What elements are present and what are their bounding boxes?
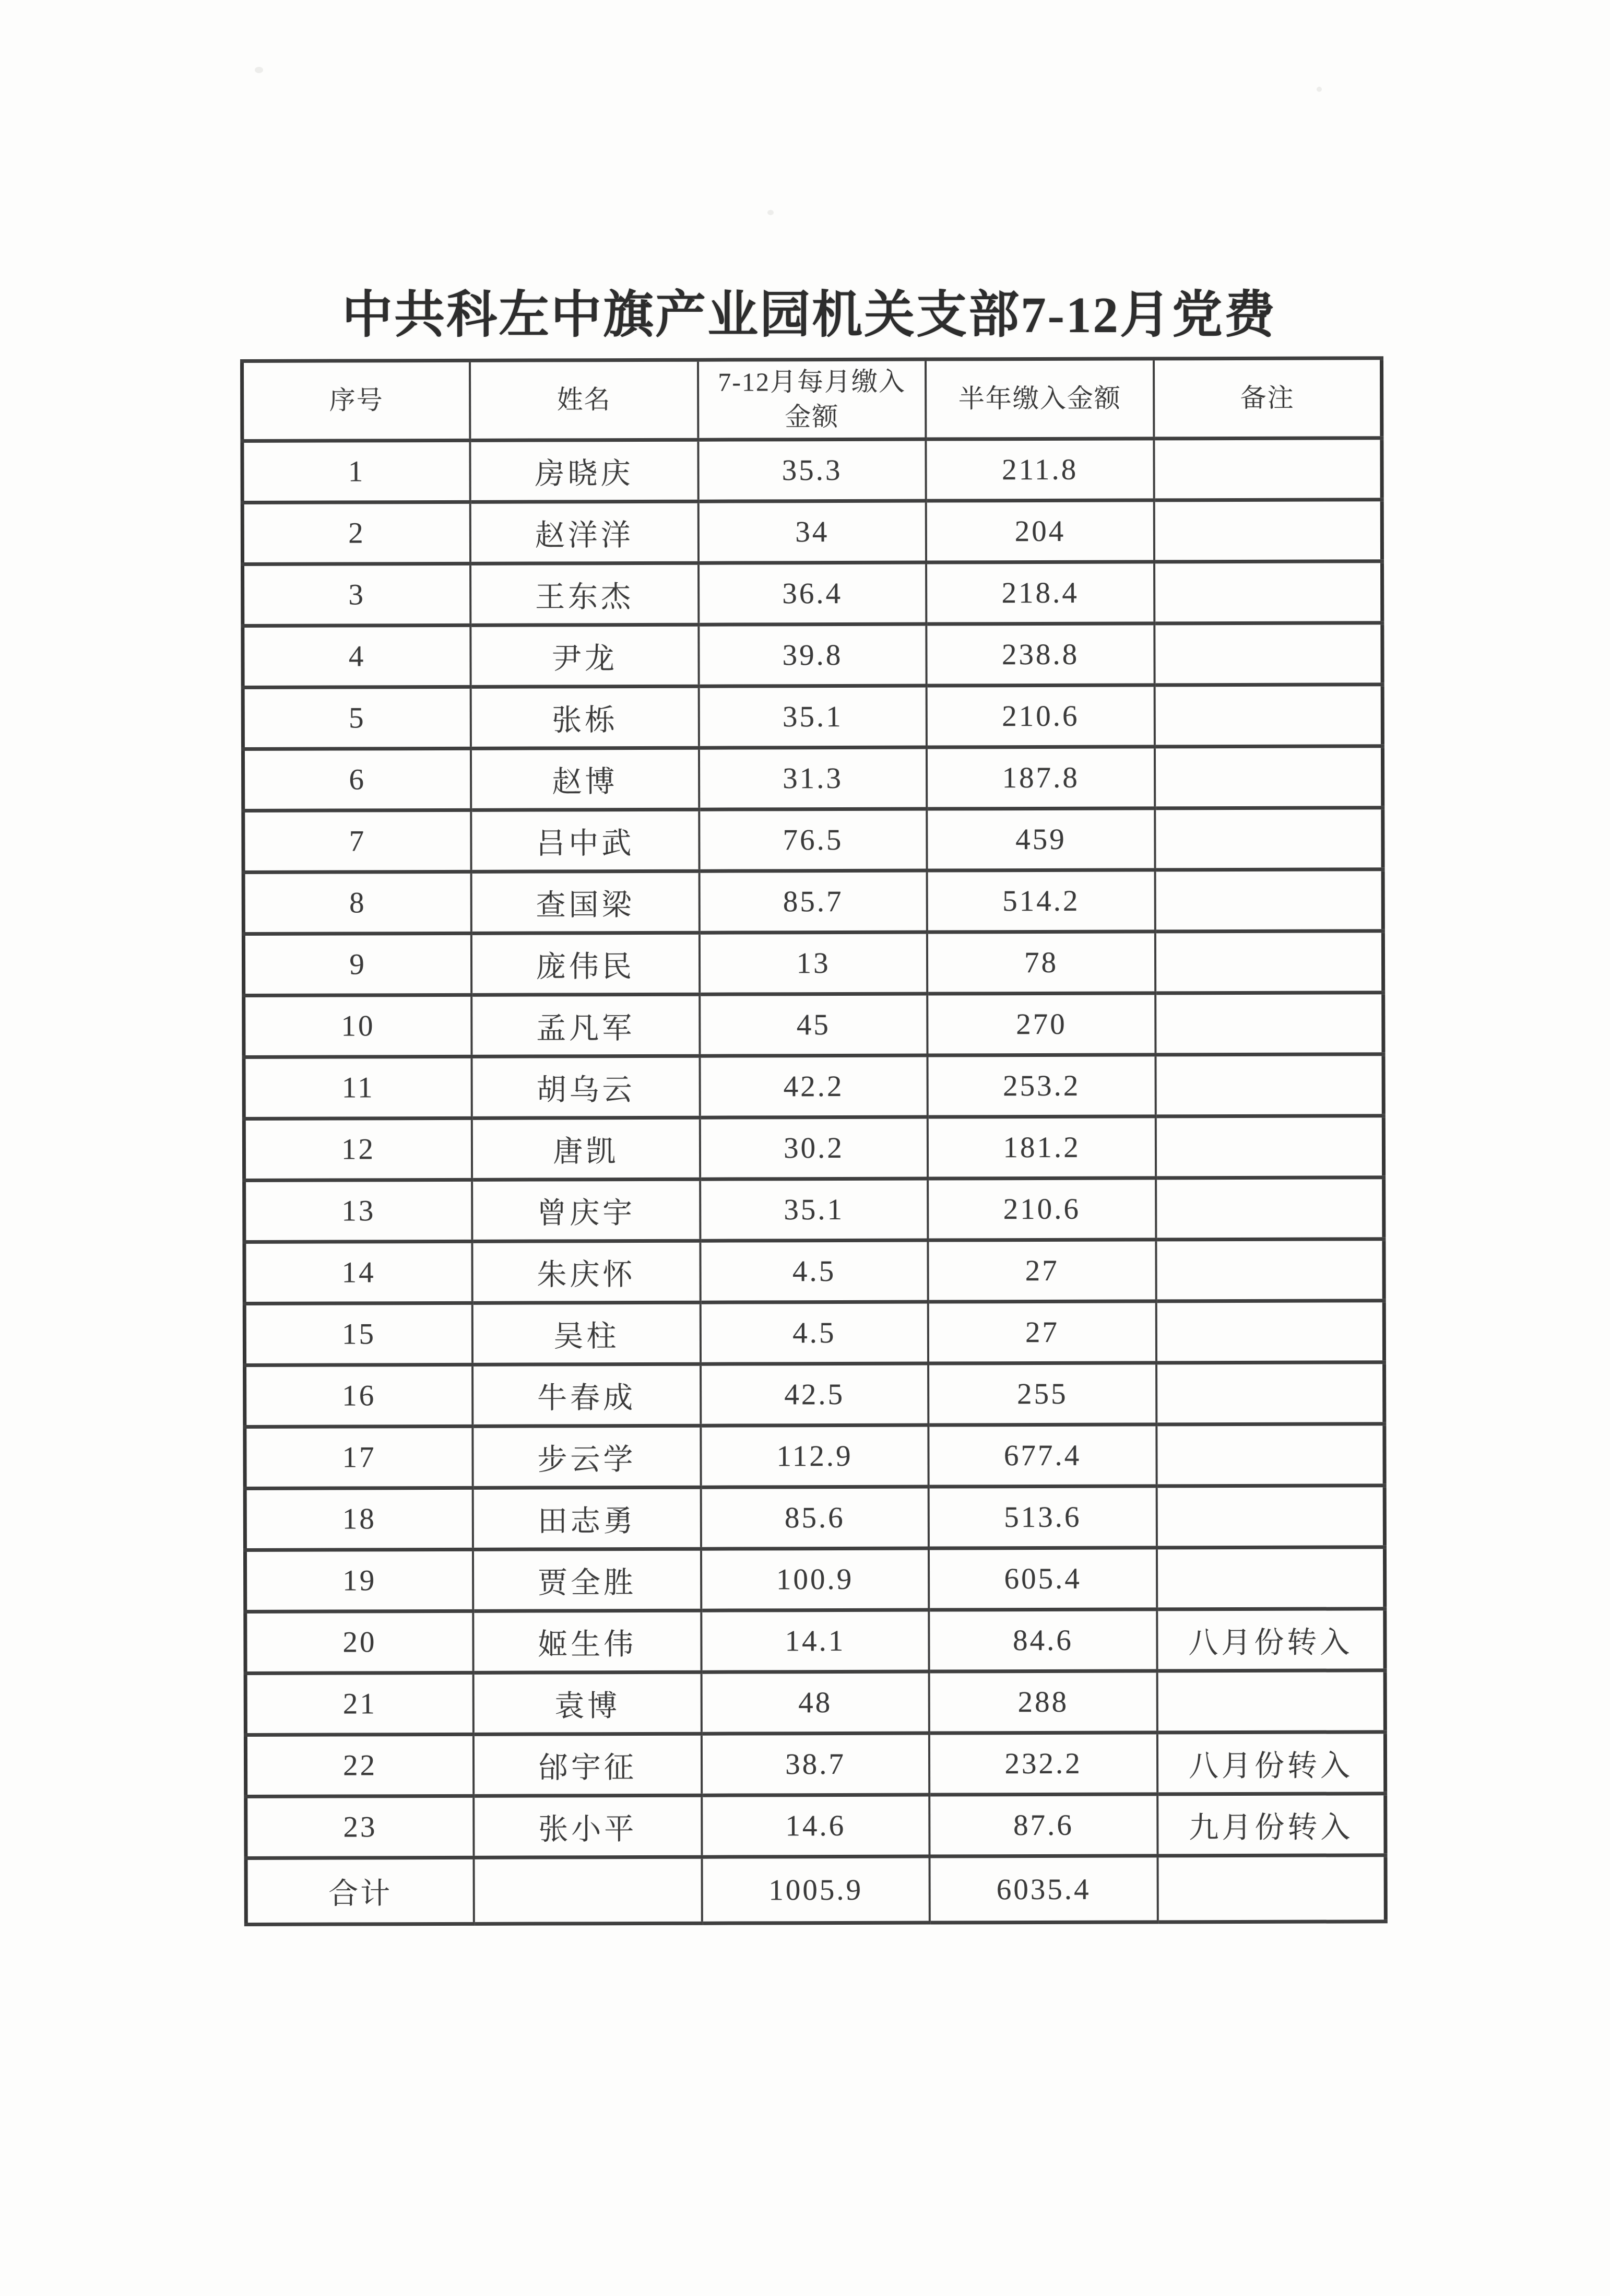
cell-monthly: 14.6 <box>702 1795 930 1857</box>
cell-half-year: 459 <box>927 808 1155 870</box>
cell-monthly: 48 <box>701 1671 929 1734</box>
cell-monthly: 35.1 <box>700 1179 928 1241</box>
cell-half-year: 211.8 <box>926 439 1154 501</box>
header-col-remark: 备注 <box>1154 358 1382 439</box>
cell-name: 姬生伟 <box>473 1610 701 1673</box>
cell-monthly: 85.7 <box>699 870 927 933</box>
scan-speck <box>255 67 263 73</box>
cell-remark: 九月份转入 <box>1157 1794 1386 1856</box>
cell-remark <box>1157 1670 1385 1733</box>
total-monthly-cell: 1005.9 <box>702 1856 930 1923</box>
cell-monthly: 36.4 <box>699 562 927 625</box>
cell-monthly: 39.8 <box>699 624 927 686</box>
cell-remark <box>1154 561 1382 623</box>
table-row <box>243 561 1382 626</box>
cell-half-year: 181.2 <box>928 1116 1156 1179</box>
table-row <box>244 1054 1383 1119</box>
cell-monthly: 14.1 <box>701 1610 929 1672</box>
cell-no: 16 <box>245 1364 473 1427</box>
total-row <box>246 1855 1386 1925</box>
cell-no: 10 <box>244 995 472 1057</box>
cell-no: 18 <box>245 1488 473 1550</box>
cell-remark <box>1156 1116 1384 1178</box>
cell-no: 11 <box>244 1056 472 1118</box>
cell-name: 田志勇 <box>473 1487 701 1549</box>
cell-no: 3 <box>243 563 471 626</box>
cell-name: 查国梁 <box>471 871 700 933</box>
cell-name: 张栎 <box>471 686 699 748</box>
table-row <box>244 1178 1384 1242</box>
cell-name: 袁博 <box>473 1672 702 1734</box>
header-col-half-year: 半年缴入金额 <box>926 359 1154 439</box>
cell-name: 尹龙 <box>470 625 699 687</box>
cell-name: 赵博 <box>471 748 699 810</box>
table-row <box>245 1732 1385 1797</box>
cell-remark <box>1155 931 1383 993</box>
table-row <box>245 1486 1384 1550</box>
cell-half-year: 78 <box>927 932 1155 994</box>
cell-name: 朱庆怀 <box>472 1241 701 1303</box>
table-row <box>243 746 1382 811</box>
cell-half-year: 255 <box>928 1363 1156 1425</box>
cell-no: 8 <box>243 872 471 934</box>
cell-remark: 八月份转入 <box>1157 1732 1386 1794</box>
header-row <box>242 358 1382 441</box>
table-row <box>243 931 1383 996</box>
cell-half-year: 677.4 <box>929 1424 1157 1487</box>
cell-monthly: 42.5 <box>701 1363 929 1426</box>
cell-half-year: 84.6 <box>929 1609 1157 1671</box>
table-row <box>245 1547 1384 1612</box>
cell-half-year: 253.2 <box>928 1055 1156 1117</box>
table-row <box>243 685 1382 749</box>
cell-no: 23 <box>246 1796 474 1858</box>
cell-half-year: 27 <box>928 1240 1156 1302</box>
cell-no: 5 <box>243 687 471 749</box>
cell-no: 17 <box>245 1426 473 1488</box>
table-row <box>243 808 1383 873</box>
header-col-name: 姓名 <box>470 360 698 440</box>
cell-remark <box>1154 623 1382 685</box>
total-remark-cell <box>1157 1855 1386 1922</box>
cell-remark <box>1155 808 1383 870</box>
table-row <box>244 993 1383 1057</box>
cell-remark <box>1157 1486 1385 1548</box>
cell-monthly: 34 <box>698 501 926 563</box>
cell-name: 庞伟民 <box>471 933 700 995</box>
cell-remark <box>1154 500 1382 562</box>
cell-name: 邰宇征 <box>473 1734 702 1796</box>
cell-name: 房晓庆 <box>470 440 699 502</box>
cell-remark <box>1155 869 1383 932</box>
cell-remark <box>1156 1239 1384 1301</box>
cell-half-year: 232.2 <box>929 1733 1157 1795</box>
cell-half-year: 270 <box>927 993 1155 1055</box>
cell-monthly: 4.5 <box>700 1240 928 1302</box>
total-label: 合计 <box>246 1857 474 1924</box>
table-row <box>245 1362 1384 1427</box>
cell-name: 吕中武 <box>471 809 699 872</box>
cell-half-year: 514.2 <box>927 870 1155 932</box>
cell-monthly: 85.6 <box>701 1487 929 1549</box>
cell-half-year: 27 <box>928 1301 1156 1363</box>
scan-speck <box>767 210 774 215</box>
cell-no: 6 <box>243 748 471 810</box>
cell-remark <box>1156 1178 1384 1240</box>
cell-remark <box>1155 746 1383 808</box>
cell-monthly: 30.2 <box>700 1117 928 1179</box>
cell-half-year: 605.4 <box>929 1548 1157 1610</box>
cell-no: 7 <box>243 810 471 872</box>
party-dues-table <box>240 356 1388 1926</box>
table-row <box>242 438 1382 503</box>
cell-no: 12 <box>244 1118 472 1180</box>
table-row <box>246 1794 1386 1858</box>
cell-name: 牛春成 <box>472 1364 701 1426</box>
cell-no: 19 <box>245 1549 473 1611</box>
table-row <box>244 1239 1384 1304</box>
cell-monthly: 112.9 <box>701 1425 929 1487</box>
table-row <box>245 1609 1385 1674</box>
cell-remark <box>1156 1424 1384 1486</box>
cell-name: 赵洋洋 <box>470 501 699 563</box>
cell-monthly: 13 <box>700 932 928 994</box>
table-body <box>242 438 1386 1858</box>
cell-no: 20 <box>245 1611 473 1673</box>
cell-no: 14 <box>244 1241 472 1303</box>
table-row <box>245 1670 1385 1735</box>
cell-half-year: 187.8 <box>927 747 1155 809</box>
cell-monthly: 45 <box>700 994 928 1056</box>
cell-name: 曾庆宇 <box>472 1179 700 1241</box>
cell-remark <box>1155 993 1383 1055</box>
table-footer <box>246 1855 1386 1925</box>
cell-no: 4 <box>243 625 471 687</box>
cell-no: 2 <box>242 502 470 564</box>
cell-remark: 八月份转入 <box>1157 1609 1385 1671</box>
cell-name: 吴柱 <box>472 1302 701 1364</box>
table-row <box>244 1301 1384 1365</box>
cell-half-year: 204 <box>926 500 1154 562</box>
cell-monthly: 38.7 <box>702 1733 930 1795</box>
cell-name: 唐凯 <box>472 1117 700 1180</box>
cell-remark <box>1154 438 1382 500</box>
header-col-monthly: 7-12月每月缴入金额 <box>698 359 926 440</box>
cell-half-year: 288 <box>929 1671 1157 1733</box>
cell-no: 1 <box>242 440 470 502</box>
cell-half-year: 210.6 <box>927 685 1155 747</box>
cell-remark <box>1156 1301 1384 1363</box>
cell-half-year: 513.6 <box>929 1486 1157 1548</box>
total-name-cell <box>474 1857 702 1924</box>
cell-no: 22 <box>245 1734 473 1796</box>
cell-half-year: 87.6 <box>929 1794 1157 1856</box>
cell-monthly: 4.5 <box>700 1302 928 1364</box>
cell-name: 张小平 <box>473 1795 702 1857</box>
cell-half-year: 210.6 <box>928 1178 1156 1240</box>
cell-half-year: 218.4 <box>926 562 1154 624</box>
cell-name: 王东杰 <box>470 563 699 625</box>
header-col-no: 序号 <box>242 360 470 441</box>
cell-name: 孟凡军 <box>471 994 700 1056</box>
cell-monthly: 31.3 <box>699 747 927 809</box>
table-row <box>242 500 1382 564</box>
table-row <box>243 623 1382 688</box>
cell-remark <box>1156 1362 1384 1424</box>
total-half-year-cell: 6035.4 <box>930 1856 1158 1923</box>
cell-monthly: 100.9 <box>701 1548 929 1610</box>
cell-half-year: 238.8 <box>927 623 1155 686</box>
table-row <box>245 1424 1384 1489</box>
cell-remark <box>1155 685 1383 747</box>
cell-no: 9 <box>243 933 471 995</box>
table-row <box>243 869 1383 934</box>
cell-name: 胡乌云 <box>472 1056 700 1118</box>
scan-speck <box>1317 87 1322 92</box>
cell-no: 21 <box>245 1673 473 1735</box>
cell-no: 15 <box>244 1303 472 1365</box>
page-title: 中共科左中旗产业园机关支部7-12月党费 <box>342 287 1276 343</box>
cell-monthly: 35.3 <box>698 439 926 501</box>
cell-monthly: 42.2 <box>700 1055 928 1117</box>
cell-name: 步云学 <box>472 1426 701 1488</box>
cell-monthly: 35.1 <box>699 686 927 748</box>
cell-name: 贾全胜 <box>473 1549 701 1611</box>
cell-no: 13 <box>244 1180 472 1242</box>
cell-monthly: 76.5 <box>699 809 927 871</box>
cell-remark <box>1155 1054 1383 1116</box>
table-header <box>242 358 1382 441</box>
table-row <box>244 1116 1383 1181</box>
cell-remark <box>1157 1547 1385 1609</box>
